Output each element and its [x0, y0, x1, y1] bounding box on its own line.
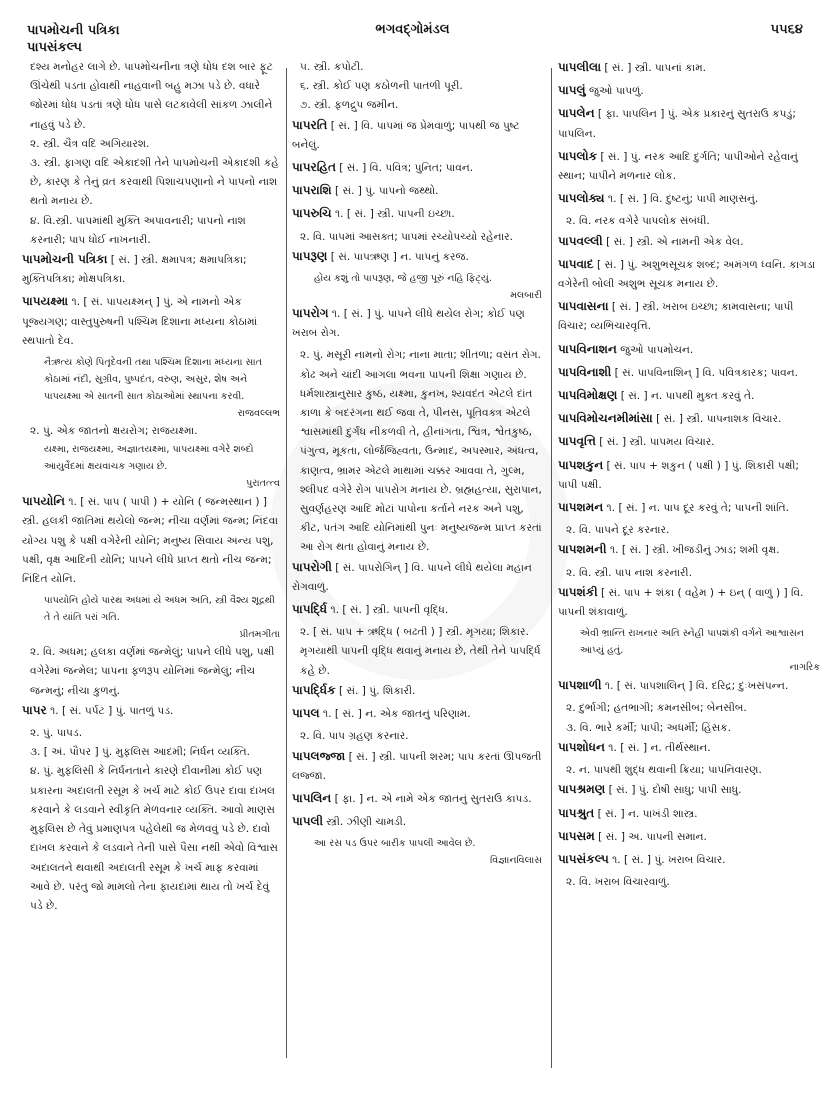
headword: પાપર્દ્ધિક	[292, 682, 336, 697]
headword: પાપલી	[292, 814, 324, 829]
dictionary-entry	[292, 204, 542, 224]
dictionary-entry	[558, 255, 820, 294]
citation-quote: નૈઋત્ય કોણે પિતૃદેવની તથા પશ્ચિમ દિશાના મધ્યના સાત કોઠામાં નંદી, સુગ્રીવ, પુષ્પદંત, વરુણ, અસુર, શેષ અને પાપયક્ષ્મા એ સાતની સાત કોઠાઓમાં સ્થાપના કરવી.	[44, 357, 262, 403]
sense-definition: ૨. વિ. નરક વગેરે પાપલોક સંબંધી.	[566, 215, 710, 228]
definition: ૧. [ સં. પર્પટ ] પું. પાતળું પડ.	[46, 704, 174, 717]
dictionary-entry	[558, 232, 820, 252]
sense-definition: ૨. પું. એક જાતનો ક્ષયરોગ; રાજયક્ષ્મા.	[30, 425, 198, 438]
dictionary-entry	[558, 432, 820, 452]
dictionary-entry	[292, 304, 542, 343]
guide-word-first: પાપમોચની પત્રિકા	[27, 23, 120, 38]
definition: ૧. [ સં. ] સ્ત્રી. પાપની વૃદ્ધિ.	[327, 604, 449, 617]
sense-definition: ૨. વિ. પાપ ગ્રહણ કરનાર.	[300, 730, 409, 743]
citation-source: નાગરિક	[789, 662, 820, 674]
definition: [ સં. ] સ્ત્રી. પાપનાશક વિચાર.	[652, 413, 782, 426]
headword: પાપલજ્જા	[292, 748, 346, 763]
definition: જુઓ પાપમોચન.	[616, 343, 694, 356]
headword: પાપસંકલ્પ	[558, 851, 609, 866]
definition: [ સં. ] વિ. પવિત્ર; પુનિત; પાવન.	[335, 162, 474, 175]
headword: પાપશોધન	[558, 739, 605, 754]
definition: ૧. [ સં. ] ન. એક જાતનું પરિણામ.	[319, 708, 471, 721]
dictionary-entry	[292, 812, 542, 832]
sense-definition: ૨. વિ. પાપને દૂર કરનાર.	[566, 524, 670, 537]
definition: [ સં. ] પું. પાપનો જથ્થો.	[331, 185, 439, 198]
sense-definition: ૨. વિ. પાપમાં આસક્ત; પાપમાં રચ્યોપચ્યો રહેનાર.	[300, 230, 514, 243]
sense-definition: ૬. સ્ત્રી. કોઈ પણ કઠોળની પાતળી પૂરી.	[300, 80, 463, 93]
headword: પાપરુચિ	[292, 206, 332, 221]
dictionary-entry	[558, 850, 820, 870]
sense-definition: ૩. સ્ત્રી. ફાગણ વદિ એકાદશી તેને પાપમોચની એકાદશી કહે છે, કારણ કે તેનું વ્રત કરવાથી પિશાચપણાનો ને પાપનો નાશ થતો મનાય છે.	[30, 157, 279, 208]
citation-quote: પાપયોનિ હોયે પારથ અધમાં યે અધમ અતિ, સ્ત્રી વૈશ્ય શૂદ્રથી તે તે યાંતિ પરાં ગતિ.	[44, 595, 275, 624]
sense-definition: ૨. વિ. ખરાબ વિચારવાળું.	[566, 876, 670, 889]
definition: [ સં. ] પું. નરક આદિ દુર્ગતિ; પાપીઓને રહેવાનું સ્થાન; પાપીને મળનાર લોક.	[558, 150, 798, 183]
definition: ૧. [ સં. પાપયક્ષ્મન્ ] પું. એ નામનો એક પૂજ્યગણ; વાસ્તુપુરુષની પશ્ચિમ દિશાના મધ્યના કોઠામાં સ્થપાતો દેવ.	[22, 296, 258, 347]
sense-definition: ૨. વિ. અધમ; હલકા વર્ણમાં જન્મેલું; પાપને લીધે પશુ, પક્ષી વગેરેમાં જન્મેલ; પાપના ફળરૂપ યોનિમાં જન્મેલું; નીચ જન્મનું; નીચા કુળનું.	[30, 646, 275, 697]
citation-quote: આ રસ પડ ઉપર બારીક પાપલી આવેલ છે.	[314, 838, 476, 850]
dictionary-entry	[558, 498, 820, 518]
citation-source: વિજ્ઞાનવિલાસ	[490, 855, 542, 867]
dictionary-entry	[558, 676, 820, 696]
dictionary-entry	[292, 247, 542, 267]
headword: પાપર્દ્ધિ	[292, 602, 328, 617]
definition: [ સં. પાપ + શકુન ( પક્ષી ) ] પું. શિકારી પક્ષી; પાપી પક્ષી.	[558, 459, 799, 491]
headword: પાપલું	[558, 83, 586, 98]
headword: પાપરૂણ	[292, 248, 328, 263]
headword: પાપશ્રુત	[558, 805, 595, 820]
sense-definition: ૪. વિ.સ્ત્રી. પાપમાંથી મુક્તિ અપાવનારી; પાપનો નાશ કરનારી; પાપ ધોઈ નાખનારી.	[30, 214, 246, 246]
headword: પાપલેન	[558, 106, 595, 121]
definition: [ સં. પાપરોગિન્ ] વિ. પાપને લીધે થયેલા મહાન રોગવાળું.	[292, 561, 532, 593]
sense-definition: ૨. સ્ત્રી. ચૈત્ર વદિ અગિયારશ.	[30, 137, 150, 150]
definition: ૧. [ સં. ] સ્ત્રી. પાપની ઇચ્છા.	[331, 208, 455, 221]
citation-source: પુરાતત્ત્વ	[246, 478, 280, 490]
definition: [ સં. પાપઋણ ] ન. પાપનું કરજ.	[327, 250, 469, 263]
headword: પાપલોક્ય	[558, 191, 605, 206]
definition: [ સં. ] સ્ત્રી. પાપની શરમ; પાપ કરતાં ઊપજતી લજ્જા.	[292, 750, 542, 782]
headword: પાપરતિ	[292, 117, 328, 132]
headword: પાપવાદ	[558, 256, 594, 271]
dictionary-entry	[22, 701, 280, 721]
dictionary-entry	[558, 827, 820, 847]
citation-source: પ્રીતમગીતા	[239, 629, 280, 641]
citation-quote: એવી ભ્રાન્તિ રાખનાર અતિ સ્નેહી પાપશંકી વર્ગને આશ્વાસન આપ્યું હતું.	[580, 628, 804, 657]
headword: પાપર	[22, 702, 47, 717]
definition: ૧. [ સં. પાપશાલિન્ ] વિ. દરિદ્ર; દુઃખસંપન્ન.	[601, 680, 789, 693]
dictionary-entry	[292, 558, 542, 597]
headword: પાપવૃત્તિ	[558, 434, 596, 449]
headword: પાપલીલા	[558, 60, 602, 74]
definition: ૧. [ સં. પાપ ( પાપી ) + યોનિ ( જન્મસ્થાન ) ] સ્ત્રી. હલકી જાતિમાં થયેલો જન્મ; નીચા વર્ણમાં જન્મ; નિંદવા યોગ્ય પશુ કે પક્ષી વગેરેની યોનિ; મનુષ્ય સિવાય અન્ય પશુ, પક્ષી, વૃક્ષ આદિની યોનિ; પાપને લીધે પ્રાપ્ત થતો નીચ જન્મ; નિંદિત યોનિ.	[22, 496, 278, 586]
definition: જુઓ પાપળું.	[585, 85, 644, 98]
dictionary-entry	[22, 492, 280, 589]
definition: [ સં. ] સ્ત્રી. પાપમય વિચાર.	[595, 436, 715, 449]
headword: પાપવિનાશી	[558, 364, 612, 379]
column-3	[558, 58, 820, 1068]
dictionary-entry	[292, 681, 542, 701]
dictionary-entry	[292, 704, 542, 724]
citation-source: રાજવલ્લભ	[237, 408, 280, 420]
definition: ૧. [ સં. ] ન. પાપ દૂર કરવું તે; પાપની શાંતિ.	[603, 502, 789, 515]
definition: ૧. [ સં. ] સ્ત્રી. ખીજડીનું ઝાડ; શમી વૃક્ષ.	[606, 544, 780, 557]
dictionary-entry	[558, 58, 820, 78]
column-divider	[551, 68, 552, 1068]
definition: [ સં. ] અ. પાપની સમાન.	[594, 830, 707, 843]
dictionary-entry	[292, 600, 542, 620]
headword: પાપયક્ષ્મા	[22, 294, 69, 309]
definition: સ્ત્રી. ઝીણી ચામડી.	[323, 816, 407, 829]
definition: [ ફા. પાપલિન ] પું. એક પ્રકારનું સુતરાઉ કપડું; પાપલિન.	[558, 108, 796, 140]
dictionary-entry	[558, 386, 820, 406]
citation-source: મલબારી	[510, 290, 542, 302]
headword: પાપશકુન	[558, 457, 604, 472]
dictionary-entry	[292, 181, 542, 201]
column-2	[292, 58, 542, 1068]
dictionary-entry	[558, 340, 820, 360]
sense-definition: ૪. પું. મુફલિસી કે નિર્ધનતાને કારણે દીવાનીમાં કોઈ પણ પ્રકારના અદાલતી રસૂમ કે ખર્ચ માટે કોઈ ઉપર દાવા દાખલ કરવાને કે લડવાને સ્વીકૃતિ મેળવનાર વ્યક્તિ. આવો માણસ મુફલિસ છે તેવું પ્રમાણપત્ર પહેલેથી જ મેળવવું પડે છે. દાવો દાખલ કરવાને કે લડવાને તેની પાસે પૈસા નથી એવો વિશ્વાસ અદાલતને થવાથી અદાલતી રસૂમ કે ખર્ચ માફ કરવામાં આવે છે. પરંતુ જો મામલો તેના ફાયદામાં થાય તો ખર્ચ દેવું પડે છે.	[30, 765, 278, 912]
dictionary-entry	[558, 738, 820, 758]
sense-definition: ૩. વિ. ભારે કર્મી; પાપી; અધર્મી; હિંસક.	[566, 721, 732, 734]
dictionary-entry	[558, 147, 820, 186]
dictionary-entry	[558, 104, 820, 143]
definition: ૧. [ સં. ] ન. તીર્થસ્થાન.	[604, 741, 711, 754]
headword: પાપવિમોચનમીમાંસા	[558, 411, 653, 426]
column-1	[22, 58, 280, 1068]
headword: પાપવિનાશન	[558, 341, 617, 356]
dictionary-columns	[22, 58, 820, 1088]
citation-quote: હોય કશું તો પાપરૂણ, જે હજી પૂરું નહિ ફિટ્યું.	[314, 273, 492, 285]
dictionary-entry	[558, 780, 820, 800]
citation-quote: યક્ષ્મા, રાજયક્ષ્મા, અજ્ઞાતયક્ષ્મા, પાપયક્ષ્મા વગેરે શબ્દો આયુર્વેદમાં ક્ષયવાચક ગણાય છે.	[44, 444, 254, 473]
definition: [ સં. ] વિ. પાપમાં જ પ્રેમવાળું; પાપથી જ પુષ્ટ બનેલું.	[292, 119, 520, 151]
guide-word-last: પાપસંકલ્પ	[27, 40, 82, 55]
definition: [ સં. પાપ + શંકા ( વહેમ ) + ઇન્ ( વાળું ) ] વિ. પાપની શંકાવાળું.	[558, 586, 804, 619]
definition: [ સં. ] સ્ત્રી. ખરાબ ઇચ્છા; કામવાસના; પાપી વિચાર; વ્યભિચારવૃત્તિ.	[558, 301, 794, 333]
definition: [ સં. ] પું. શિકારી.	[335, 684, 416, 697]
headword: પાપમોચની પત્રિકા	[22, 252, 108, 267]
headword: પાપરાશિ	[292, 183, 332, 198]
headword: પાપશમન	[558, 500, 604, 515]
headword: પાપવિમોક્ષણ	[558, 388, 618, 403]
dictionary-entry	[558, 189, 820, 209]
definition: [ સં. ] સ્ત્રી. પાપનાં કામ.	[601, 62, 707, 74]
headword: પાપરોગી	[292, 559, 332, 574]
headword: પાપલોક	[558, 148, 598, 163]
sense-definition: ૨. ન. પાપથી શુદ્ધ થવાની ક્રિયા; પાપનિવારણ.	[566, 764, 762, 777]
headword: પાપયોનિ	[22, 494, 65, 509]
sense-definition: ૫. સ્ત્રી. કપોટી.	[300, 61, 364, 73]
headword: પાપલ	[292, 706, 320, 721]
headword: પાપરહિત	[292, 160, 336, 175]
definition: [ સં. ] સ્ત્રી. એ નામની એક વેલ.	[602, 235, 744, 248]
sense-definition: ૨. પું. મસૂરી નામનો રોગ; નાના માતા; શીતળા; વસંત રોગ. કોઢ અને ચાંદી આગલા ભવના પાપની શિક્ષા ગણાય છે. ધર્મશાસ્ત્રાનુસાર કુષ્ઠ, યક્ષ્મા, કુનખ, શ્યવદંત એટલે દાંત કાળા કે બદરંગના થઈ જવા તે, પીનસ, પૂતિવક્ત્ર એટલે શ્વાસમાંથી દુર્ગંધ નીકળવી તે, હીનાંગતા, શ્વિત્ર, શ્વેતકુષ્ઠ, પંગુત્વ, મૂકતા, લોર્જજિહ્વતા, ઉન્માદ, અપસ્માર, અંધત્વ, કાણત્વ, ભ્રામર એટલે માથામાં ચક્કર આવવા તે, ગુલ્મ, શ્લીપદ વગેરે રોગ પાપરોગ મનાય છે. બ્રહ્મહત્યા, સુરાપાન, સુવર્ણહરણ આદિ મોટાં પાપોના કર્તાને નરક અને પશુ, કીટ, પતંગ આદિ યોનિમાંથી પુનઃ મનુષ્યજન્મ પ્રાપ્ત કરતાં આ રોગ થતા હોવાનું મનાય છે.	[300, 349, 542, 554]
sense-definition: ૨. વિ. સ્ત્રી. પાપ નાશ કરનારી.	[566, 566, 692, 579]
definition: [ સં. પાપવિનાશિન્ ] વિ. પવિત્રકારક; પાવન.	[611, 366, 799, 379]
definition: ૧. [ સં. ] પું. ખરાબ વિચાર.	[608, 853, 726, 866]
dictionary-entry	[558, 363, 820, 383]
dictionary-entry	[292, 158, 542, 178]
dictionary-entry	[22, 292, 280, 351]
sense-definition: ૨. [ સં. પાપ + ઋદ્ધિ ( બઢતી ) ] સ્ત્રી. મૃગયા; શિકાર. મૃગયાથી પાપની વૃદ્ધિ થવાનું મનાય છે, તેથી તેને પાપર્દ્ધિ કહે છે.	[300, 626, 541, 677]
headword: પાપશ્રમણ	[558, 782, 606, 797]
page-header	[0, 0, 825, 55]
dictionary-entry	[558, 804, 820, 824]
dictionary-title: ભગવદ્ગોમંડલ	[375, 22, 450, 37]
headword: પાપશંકી	[558, 584, 598, 599]
sense-definition: ૭. સ્ત્રી. ફળદ્રુપ જમીન.	[300, 99, 399, 112]
dictionary-entry	[292, 116, 542, 155]
continued-text: દશ્ય મનોહર લાગે છે. પાપમોચનીના ત્રણે ધોધ દશ બાર ફૂટ ઊંચેથી પડતા હોવાથી નાહવાની બહુ મઝા પડે છે. વધારે જોરમાં ધોધ પડતાં ત્રણે ધોધ પાસે લટકાવેલી સાંકળ ઝાલીને નાહવું પડે છે.	[30, 61, 273, 131]
headword: પાપવાસના	[558, 299, 609, 314]
dictionary-entry	[558, 583, 820, 622]
dictionary-entry	[558, 297, 820, 336]
column-divider	[286, 68, 287, 1058]
sense-definition: ૨. પું. પાપડ.	[30, 727, 83, 740]
headword: પાપશમની	[558, 542, 607, 557]
dictionary-entry	[558, 81, 820, 101]
definition: [ ફા. ] ન. એ નામે એક જાતનું સુતરાઉ કાપડ.	[331, 792, 532, 805]
dictionary-entry	[22, 250, 280, 289]
dictionary-entry	[558, 540, 820, 560]
sense-definition: ૩. [ અં. પૌપર ] પું. મુફલિસ આદમી; નિર્ધન વ્યક્તિ.	[30, 746, 250, 759]
dictionary-entry	[558, 456, 820, 495]
headword: પાપવલ્લી	[558, 233, 603, 248]
dictionary-entry	[292, 789, 542, 809]
definition: [ સં. ] ન. પાખંડી શાસ્ત્ર.	[594, 807, 698, 820]
definition: [ સં. ] સ્ત્રી. ક્ષમાપત્ર; ક્ષમાપત્રિકા; મુક્તિપત્રિકા; મોક્ષપત્રિકા.	[22, 254, 247, 286]
headword: પાપસમ	[558, 828, 595, 843]
definition: [ સં. ] પું. દોષી સાધુ; પાપી સાધુ.	[605, 784, 742, 797]
definition: ૧. [ સં. ] વિ. દુષ્ટનું; પાપી માણસનું.	[604, 193, 759, 206]
headword: પાપરોગ	[292, 306, 329, 321]
definition: [ સં. ] ન. પાપથી મુક્ત કરવું તે.	[617, 390, 755, 403]
page-number: ૫૫૬૪	[770, 22, 803, 37]
dictionary-entry	[292, 747, 542, 786]
dictionary-entry	[558, 409, 820, 429]
sense-definition: ૨. દુર્ભાગી; હતભાગી; કમનસીબ; બેનસીબ.	[566, 702, 747, 715]
headword: પાપશાળી	[558, 678, 602, 693]
headword: પાપલિન	[292, 790, 332, 805]
definition: [ સં. ] પું. અશુભસૂચક શબ્દ; અમંગળ ધ્વનિ. કાગડા વગેરેની બોલી અશુભ સૂચક મનાય છે.	[558, 258, 816, 291]
definition: ૧. [ સં. ] પું. પાપને લીધે થયેલ રોગ; કોઈ પણ ખરાબ રોગ.	[292, 308, 525, 340]
